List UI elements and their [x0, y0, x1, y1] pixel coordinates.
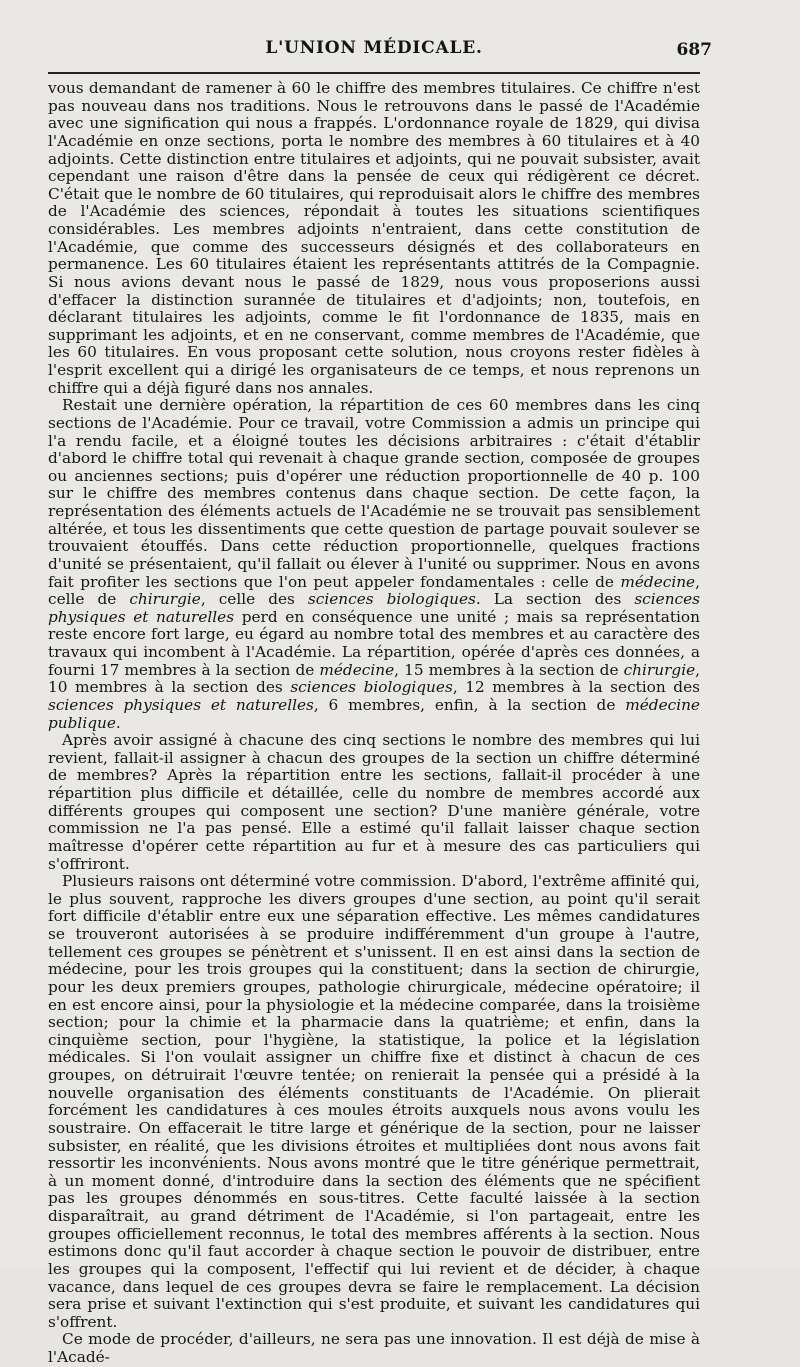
page-header	[48, 38, 712, 70]
italic-term: sciences physiques et naturelles	[48, 590, 701, 626]
text-run: Après avoir assigné à chacune des cinq sections le nombre des membres qui lui revient, fallait-il assigner à chacun des groupes de la section un chiffre déterminé de membres? Après la répartition entre les sections, fallait-il procéder à une répartition plus difficile et détaillée, celle du nombre de membres accordé aux différents groupes qui composent une section? D'une manière générale, votre commission ne l'a pas pensé. Elle a estimé qu'il fallait laisser chaque section maîtresse d'opérer cette répartition au fur et à mesure des cas particuliers qui s'offriront.	[48, 731, 700, 873]
text-run: Restait une dernière opération, la répartition de ces 60 membres dans les cinq sections de l'Académie. Pour ce travail, votre Commission a admis un principe qui l'a rendu facile, et a éloigné toutes les décisions arbitraires : c'était d'établir d'abord le chiffre total qui revenait à chaque grande section, composée de groupes ou anciennes sections; puis d'opérer une réduction proportionnelle de 40 p. 100 sur le chiffre des membres contenus dans chaque section. De cette façon, la représentation des éléments actuels de l'Académie ne se trouvait pas sensiblement altérée, et tous les dissentiments que cette question de partage pouvait soulever se trouvaient étouffés. Dans cette réduction proportionnelle, quelques fractions d'unité se présentaient, qu'il fallait ou élever à l'unité ou supprimer. Nous en avons fait profiter les sections que l'on peut appeler fondamentales : celle de	[48, 396, 700, 591]
text-run: , 12 membres à la section des	[452, 678, 700, 697]
italic-term: médecine	[319, 660, 395, 679]
italic-term: chirurgie	[129, 590, 201, 609]
italic-term: chirurgie	[623, 660, 696, 679]
text-run: Ce mode de procéder, d'ailleurs, ne sera pas une innovation. Il est déjà de mise à l'Acadé-	[48, 1330, 700, 1366]
italic-term: médecine	[620, 572, 696, 591]
italic-term: sciences biologiques	[307, 590, 476, 609]
text-run: perd en conséquence une unité ; mais sa représentation reste encore fort large, eu égard au nombre total des membres et au caractère des travaux qui incombent à l'Académie. La répartition, opérée d'après ces données, a fourni 17 membres à la section de	[48, 607, 700, 679]
italic-term: sciences physiques et naturelles	[48, 695, 314, 714]
text-run: , 15 membres à la section de	[394, 660, 624, 679]
text-run: , 10 membres à la section des	[48, 660, 701, 697]
text-run: .	[115, 713, 121, 732]
text-run: , 6 membres, enfin, à la section de	[313, 695, 626, 714]
page-number: 687	[676, 40, 712, 60]
paragraph	[48, 732, 700, 873]
header-rule	[48, 72, 700, 74]
text-run: , celle de	[48, 572, 700, 609]
text-run: Plusieurs raisons ont déterminé votre commission. D'abord, l'extrême affinité qui, le plus souvent, rapproche les divers groupes d'une section, au point qu'il serait fort difficile d'établir entre eux une séparation effective. Les mêmes candidatures se trouveront autorisées à se produire indifféremment d'un groupe à l'autre, tellement ces groupes se pénètrent et s'unissent. Il en est ainsi dans la section de médecine, pour les trois groupes qui la constituent; dans la section de chirurgie, pour les deux premiers groupes, pathologie chirurgicale, médecine opératoire; il en est encore ainsi, pour la physiologie et la médecine comparée, dans la troisième section; pour la chimie et la pharmacie dans la quatrième; et enfin, dans la cinquième section, pour l'hygiène, la statistique, la police et la législation médicales. Si l'on voulait assigner un chiffre fixe et distinct à chacun de ces groupes, on détruirait l'œuvre tentée; on renierait la pensée qui a présidé à la nouvelle organisation des éléments constituants de l'Académie. On plierait forcément les candidatures à ces moules étroits auxquels nous avons voulu les soustraire. On effacerait le titre large et générique de la section, pour ne laisser subsister, en réalité, que les divisions étroites et multipliées dont nous avons fait ressortir les inconvénients. Nous avons montré que le titre générique permettrait, à un moment donné, d'introduire dans la section des éléments que ne spécifient pas les groupes dénommés en sous-titres. Cette faculté laissée à la section disparaîtrait, au grand détriment de l'Académie, si l'on partageait, entre les groupes officiellement reconnus, le total des membres afférents à la section. Nous estimons donc qu'il faut accorder à chaque section le pouvoir de distribuer, entre les groupes qui la composent, l'effectif qui lui revient et de décider, à chaque vacance, dans lequel de ces groupes devra se faire le remplacement. La décision sera prise et suivant l'extinction qui s'est produite, et suivant les candidatures qui s'offrent.	[48, 872, 700, 1331]
italic-term: médecine publique	[48, 695, 700, 732]
paragraph	[48, 1331, 700, 1366]
text-run: vous demandant de ramener à 60 le chiffre des membres titulaires. Ce chiffre n'est pas nouveau dans nos traditions. Nous le retrouvons dans le passé de l'Académie avec une signification qui nous a frappés. L'ordonnance royale de 1829, qui divisa l'Académie en onze sections, porta le nombre des membres à 60 titulaires et à 40 adjoints. Cette distinction entre titulaires et adjoints, qui ne pouvait subsister, avait cependant une raison d'être dans la pensée de ceux qui rédigèrent ce décret. C'était que le nombre de 60 titulaires, qui reproduisait alors le chiffre des membres de l'Académie des sciences, répondait à toutes les situations scientifiques considérables. Les membres adjoints n'entraient, dans cette constitution de l'Académie, que comme des successeurs désignés et des collaborateurs en permanence. Les 60 titulaires étaient les représentants attitrés de la Compagnie. Si nous avions devant nous le passé de 1829, nous vous proposerions aussi d'effacer la distinction surannée de titulaires et d'adjoints; non, toutefois, en déclarant titulaires les adjoints, comme le fit l'ordonnance de 1835, mais en supprimant les adjoints, et en ne conservant, comme membres de l'Académie, que les 60 titulaires. En vous proposant cette solution, nous croyons rester fidèles à l'esprit excellent qui a dirigé les organisateurs de ce temps, et nous reprenons un chiffre qui a déjà figuré dans nos annales.	[48, 79, 700, 397]
text-run: . La section des	[475, 590, 635, 609]
paragraph	[48, 397, 700, 732]
running-title: L'UNION MÉDICALE.	[265, 38, 483, 58]
text-run: , celle des	[200, 590, 308, 609]
italic-term: sciences biologiques	[290, 678, 453, 697]
body-text	[48, 80, 700, 1367]
paragraph	[48, 873, 700, 1331]
paragraph	[48, 80, 700, 397]
